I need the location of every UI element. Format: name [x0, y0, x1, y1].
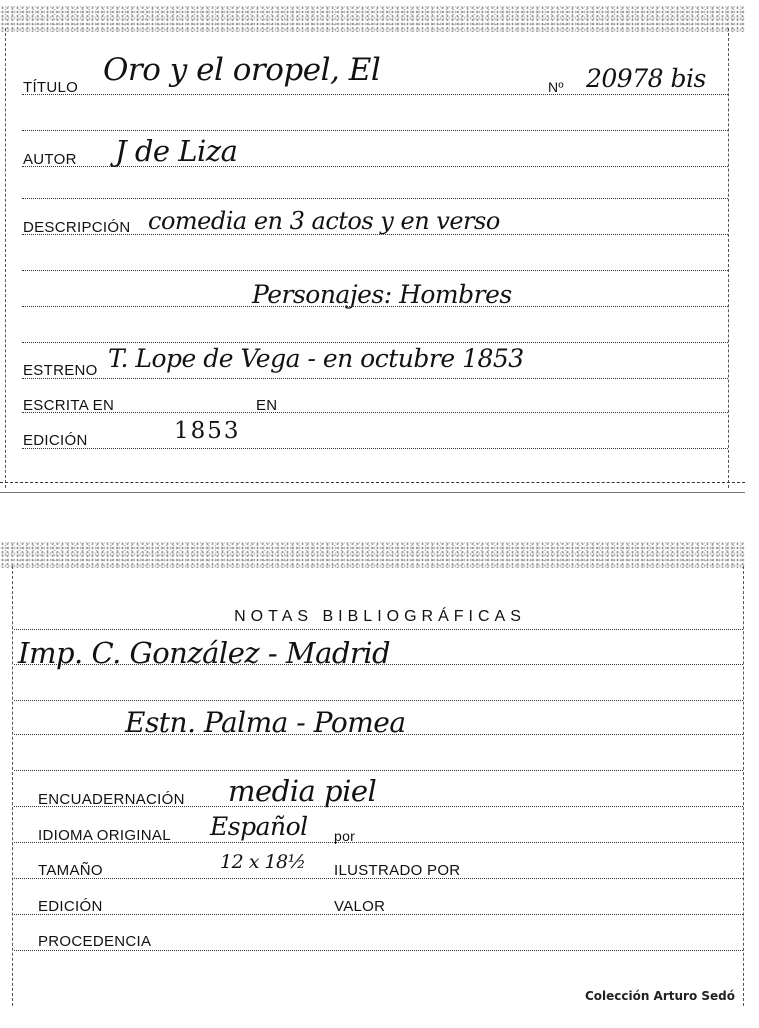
ruled-line: [14, 770, 743, 771]
right-card-edge: [743, 566, 744, 1006]
ruled-line: [22, 130, 728, 131]
edicion-value: 1853: [174, 418, 241, 444]
card-separator: [0, 492, 745, 493]
notes-line-1: Imp. C. González - Madrid: [18, 636, 391, 670]
estreno-label: ESTRENO: [23, 362, 98, 379]
numero-value: 20978 bis: [586, 64, 706, 93]
catalog-card-back: [0, 538, 745, 1028]
ruled-line: [22, 448, 728, 449]
notas-bibliograficas-heading: NOTAS BIBLIOGRÁFICAS: [234, 608, 526, 625]
en-label: EN: [256, 397, 278, 414]
encuadernacion-label: ENCUADERNACIÓN: [38, 791, 185, 808]
edicion-label: EDICIÓN: [23, 432, 88, 449]
estreno-value: T. Lope de Vega - en octubre 1853: [108, 344, 524, 373]
ruled-line: [22, 94, 728, 95]
ruled-line: [22, 378, 728, 379]
ilustrado-por-label: ILUSTRADO POR: [334, 862, 461, 879]
valor-label: VALOR: [334, 898, 386, 915]
scan-noise-band: [0, 6, 745, 32]
tamano-value: 12 x 18½: [220, 851, 306, 873]
titulo-label: TÍTULO: [23, 79, 79, 96]
edicion-label: EDICIÓN: [38, 898, 103, 915]
ruled-line: [22, 198, 728, 199]
collection-credit: Colección Arturo Sedó: [584, 989, 735, 1003]
escrita-en-label: ESCRITA EN: [23, 397, 115, 414]
ruled-line: [14, 629, 743, 630]
ruled-line: [22, 270, 728, 271]
notes-line-2: Estn. Palma - Pomea: [125, 706, 406, 739]
right-card-edge: [728, 28, 729, 488]
idioma-original-label: IDIOMA ORIGINAL: [38, 827, 171, 844]
autor-value: J de Liza: [115, 134, 238, 168]
personajes-value: Personajes: Hombres: [252, 280, 512, 309]
ruled-line: [14, 700, 743, 701]
catalog-card-front: [0, 0, 745, 492]
idioma-original-value: Español: [210, 812, 308, 841]
por-label: por: [334, 828, 356, 844]
procedencia-label: PROCEDENCIA: [38, 933, 152, 950]
scan-noise-band: [0, 542, 745, 568]
ruled-line: [22, 412, 728, 413]
descripcion-label: DESCRIPCIÓN: [23, 219, 131, 236]
tamano-label: TAMAÑO: [38, 862, 103, 879]
titulo-value: Oro y el oropel, El: [103, 52, 381, 88]
encuadernacion-value: media piel: [228, 774, 377, 808]
left-card-edge: [5, 28, 6, 488]
descripcion-value: comedia en 3 actos y en verso: [148, 207, 500, 235]
autor-label: AUTOR: [23, 151, 77, 168]
ruled-line: [22, 342, 728, 343]
card-bottom-edge: [0, 482, 745, 483]
numero-label: Nº: [548, 79, 564, 95]
left-card-edge: [12, 566, 13, 1006]
ruled-line: [14, 950, 743, 951]
